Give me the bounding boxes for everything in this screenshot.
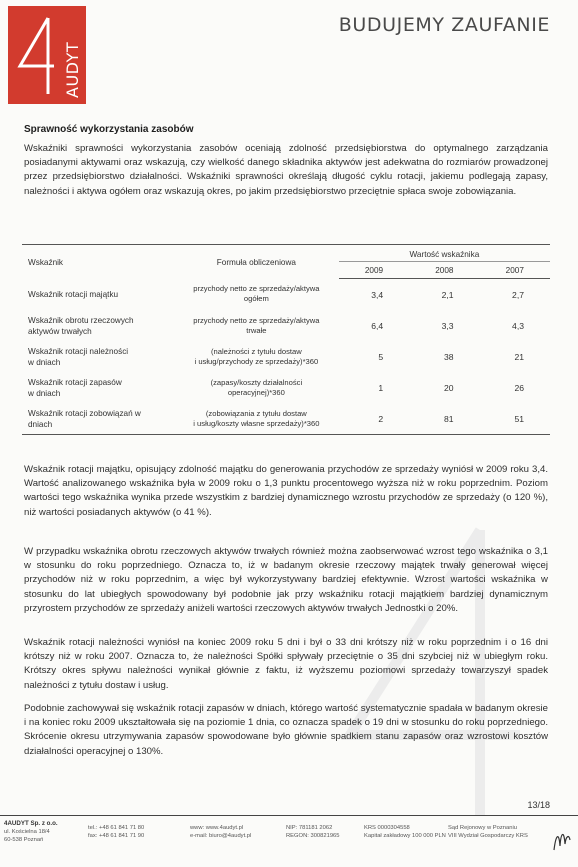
footer-email[interactable]: e-mail: biuro@4audyt.pl	[190, 833, 252, 839]
formula-line: trwałe	[246, 325, 267, 335]
footer-krs-number: KRS 0000304558	[364, 825, 410, 831]
footer-contact	[190, 824, 251, 840]
indicator-text: w dniach	[28, 357, 61, 367]
indicator-cell	[22, 403, 174, 435]
value-cell: 38	[444, 351, 454, 362]
footer-court	[448, 824, 528, 840]
footer-court-dept: VIII Wydział Gospodarczy KRS	[448, 833, 528, 839]
indicator-cell	[22, 279, 174, 311]
indicator-text: Wskaźnik rotacji zapasów	[28, 377, 122, 387]
table-row	[22, 403, 550, 435]
indicator-text: dniach	[28, 419, 53, 429]
indicator-text: Wskaźnik rotacji należności	[28, 346, 129, 356]
table-header-row	[22, 245, 550, 262]
indicator-cell	[22, 341, 174, 372]
formula-cell	[174, 279, 339, 311]
footer-phone: tel.: +48 61 841 71 80	[88, 825, 145, 831]
footer-company	[4, 820, 58, 844]
footer-ids	[286, 824, 340, 840]
value-cell: 3,3	[441, 320, 454, 331]
indicator-text: aktywów trwałych	[28, 326, 92, 336]
value-cell: 21	[514, 351, 524, 362]
value-cell: 26	[514, 382, 524, 393]
header-value-group: Wartość wskaźnika	[339, 245, 550, 262]
value-cell: 20	[444, 382, 454, 393]
footer-city: 60-538 Poznań	[4, 837, 44, 843]
formula-cell	[174, 372, 339, 403]
indicator-text: w dniach	[28, 388, 61, 398]
company-logo	[8, 6, 86, 104]
formula-line: przychody netto ze sprzedaży/aktywa	[193, 284, 320, 294]
indicator-cell	[22, 310, 174, 341]
footer-www[interactable]: www: www.4audyt.pl	[190, 825, 244, 831]
paragraph-obrot-aktywow: W przypadku wskaźnika obrotu rzeczowych aktywów trwałych również można zaobserwować wzrost tego wskaźnika o 3,1 w stosunku do roku poprzedniego. Oznacza to, iż w badanym okresie rzeczowy majątek trwały generował więcej przychodów niż w roku poprzednim, a więc był wykorzystywany bardziej efektywnie. Wzrost wartości wskaźnika w stosunku do lat ubiegłych spowodowany był podobnie jak przy wskaźniku rotacji majątkiem bardziej dynamicznym przyrostem przychodów ze sprzedaży aniżeli wartości rzeczowych aktywów trwałych Jednostki o 20%.	[24, 546, 548, 614]
value-cell: 2	[339, 403, 409, 435]
value-cell: 2,1	[441, 289, 454, 300]
header-year: 2007	[480, 262, 550, 279]
formula-line: ogółem	[243, 294, 269, 304]
indicator-text: Wskaźnik rotacji zobowiązań w	[28, 408, 141, 418]
signature-icon	[552, 826, 572, 854]
table-row	[22, 279, 550, 311]
footer-krs	[364, 824, 446, 840]
value-cell: 1	[378, 382, 384, 393]
ratios-table	[22, 244, 550, 435]
indicator-text: Wskaźnik rotacji majątku	[28, 289, 119, 299]
page-number: 13/18	[527, 800, 550, 810]
paragraph-rotacja-majatku: Wskaźnik rotacji majątku, opisujący zdolność majątku do generowania przychodów ze sprzedaży wyniósł w 2009 roku 3,4. Wartość analizowanego wskaźnika była w 2009 roku o 1,3 punktu procentowego wyższa niż w roku poprzednim. Poziom wartości tego wskaźnika wynika przede wszystkim z bardziej dynamicznego wzrostu przychodów ze sprzedaży (o 120 %), niż wartości posiadanych aktywów (o 41 %).	[24, 464, 548, 518]
header-formula: Formuła obliczeniowa	[216, 258, 296, 268]
formula-line: i usług/koszty własne sprzedaży)*360	[193, 418, 320, 428]
intro-paragraph: Wskaźniki sprawności wykorzystania zasobów oceniają zdolność przedsiębiorstwa do optymalnego zarządzania posiadanymi aktywami oraz wskazują, czy wielkość danego składnika aktywów jest adekwatna do rozmiarów prowadzonej przez przedsiębiorstwo działalności. Wskaźniki sprawności określają długość cyklu rotacji, jakiemu podlegają zapasy, należności i aktywa ogółem oraz wskazują okres, po jakim przedsiębiorstwo przeciętnie spłaca swoje zobowiązania.	[24, 143, 548, 197]
formula-cell	[174, 341, 339, 372]
footer-company-name: 4AUDYT Sp. z o.o.	[4, 820, 58, 827]
footer-phones	[88, 824, 144, 840]
footer-fax: fax: +48 61 841 71 90	[88, 833, 145, 839]
slogan: BUDUJEMY ZAUFANIE	[338, 14, 550, 36]
logo-4audyt-icon	[8, 6, 86, 104]
formula-line: (należności z tytułu dostaw	[210, 346, 302, 356]
formula-line: operacyjnej)*360	[227, 387, 285, 397]
header-indicator: Wskaźnik	[28, 258, 64, 268]
formula-line: (zobowiązania z tytułu dostaw	[205, 408, 307, 418]
formula-line: przychody netto ze sprzedaży/aktywa	[193, 315, 320, 325]
footer-court-name: Sąd Rejonowy w Poznaniu	[448, 825, 517, 831]
header-year: 2008	[409, 262, 479, 279]
formula-cell	[174, 403, 339, 435]
footer-capital: Kapitał zakładowy 100 000 PLN	[364, 833, 446, 839]
value-cell: 3,4	[371, 289, 384, 300]
svg-text:AUDYT: AUDYT	[63, 41, 82, 98]
value-cell: 2,7	[512, 289, 524, 300]
indicator-cell	[22, 372, 174, 403]
footer-nip: NIP: 781181 2062	[286, 825, 333, 831]
table-row	[22, 341, 550, 372]
indicator-text: Wskaźnik obrotu rzeczowych	[28, 315, 134, 325]
table-row	[22, 372, 550, 403]
formula-line: i usług/przychody ze sprzedaży)*360	[194, 356, 319, 366]
footer-street: ul. Kościelna 18/4	[4, 829, 50, 835]
table-row	[22, 310, 550, 341]
header-year: 2009	[339, 262, 409, 279]
value-cell: 51	[480, 403, 550, 435]
paragraph-rotacja-naleznosci: Wskaźnik rotacji należności wyniósł na koniec 2009 roku 5 dni i był o 33 dni krótszy niż w roku poprzednim i o 16 dni krótszy niż w roku 2007. Oznacza to, że należności Spółki spływały przeciętnie o 35 dni szybciej niż w ubiegłym roku. Krótszy okres spływu należności wynikał głównie z faktu, iż wyższemu poziomowi sprzedaży towarzyszył spadek należności z tytułu dostaw i usług.	[24, 637, 548, 691]
value-cell: 4,3	[512, 320, 524, 331]
footer-divider	[0, 815, 578, 816]
footer-regon: REGON: 300821965	[286, 833, 340, 839]
formula-line: (zapasy/koszty działalności	[210, 377, 303, 387]
value-cell: 81	[409, 403, 479, 435]
value-cell: 5	[378, 351, 384, 362]
value-cell: 6,4	[371, 320, 384, 331]
section-title: Sprawność wykorzystania zasobów	[24, 124, 194, 135]
paragraph-rotacja-zapasow: Podobnie zachowywał się wskaźnik rotacji zapasów w dniach, którego wartość systematycznie spadała w badanym okresie i na koniec roku 2009 ukształtowała się na poziomie 1 dnia, co oznacza spadek o 19 dni w stosunku do roku poprzedniego. Skrócenie okresu utrzymywania zapasów spowodowane było głównie spadkiem stanu zapasów oraz wzrostowi kosztów działalności operacyjnej o 130%.	[24, 703, 548, 757]
formula-cell	[174, 310, 339, 341]
